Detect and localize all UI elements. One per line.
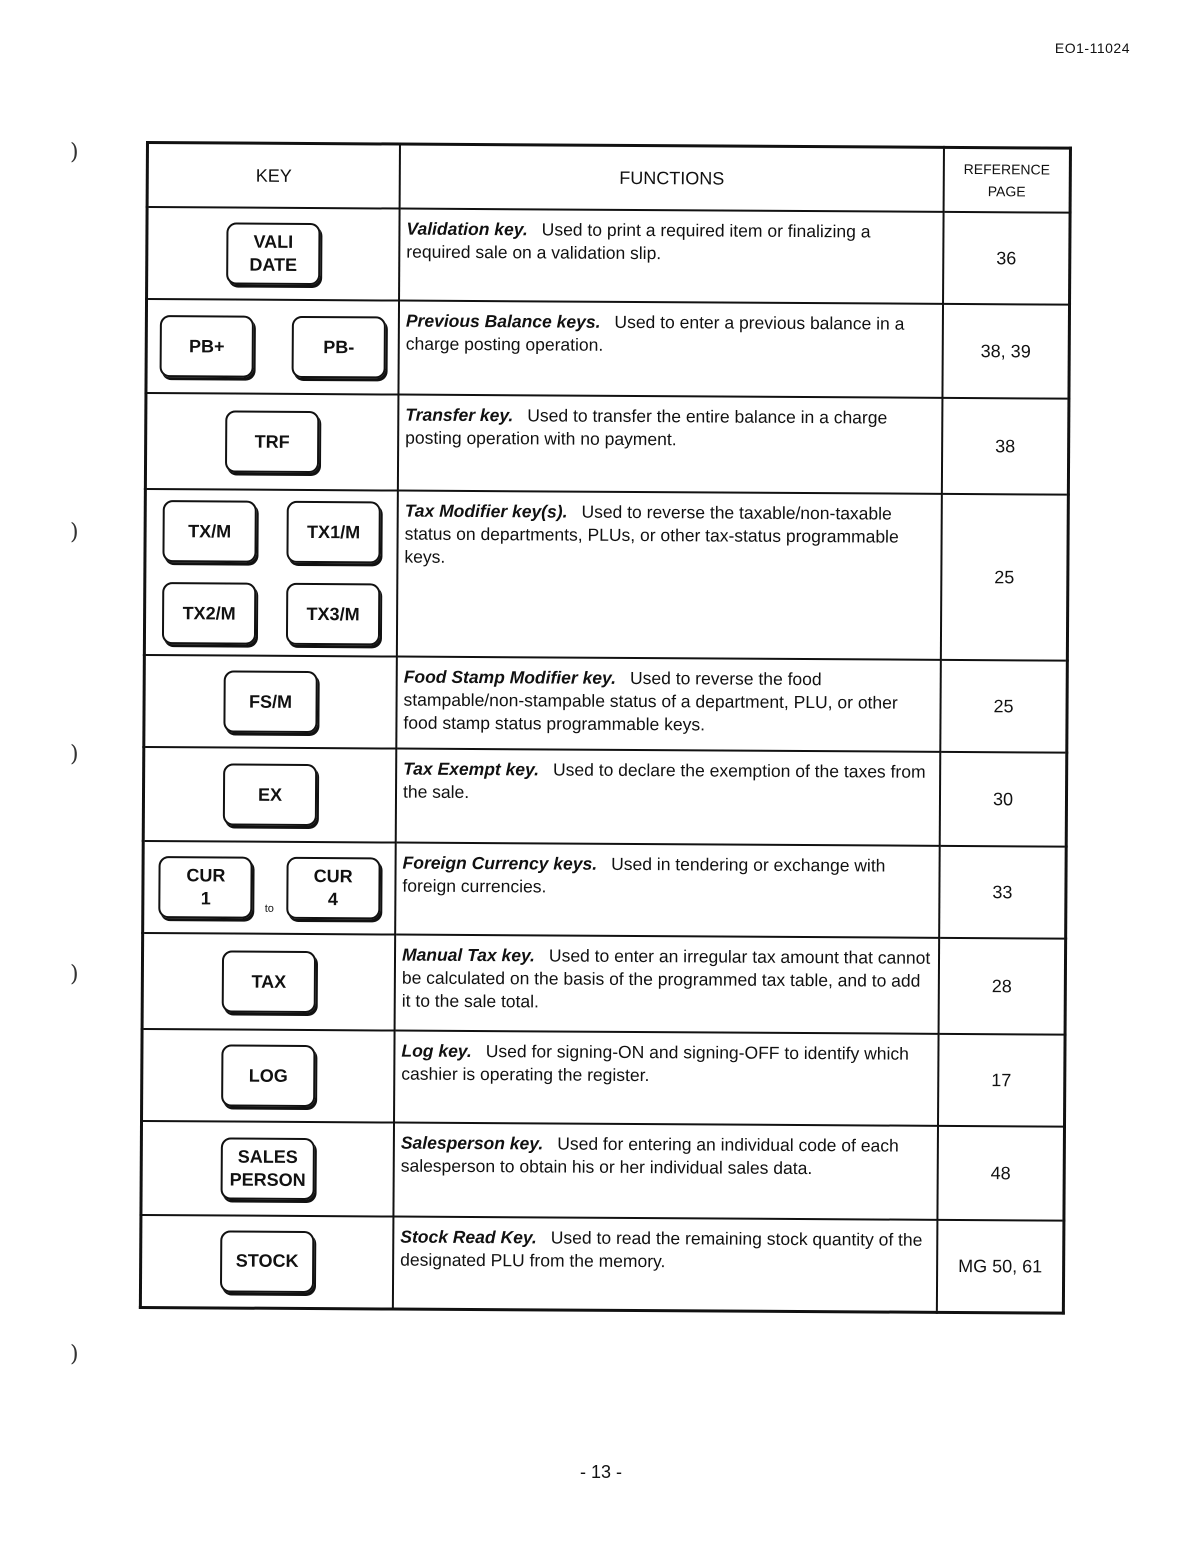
table-row bbox=[142, 1029, 1066, 1127]
key-cell bbox=[141, 1121, 394, 1217]
table-row bbox=[143, 841, 1067, 939]
function-cell bbox=[399, 209, 944, 304]
reference-page: MG 50, 61 bbox=[958, 1255, 1043, 1277]
function-description: Used to enter an irregular tax amount that cannot be calculated on the basis of the programmed tax table, and to add it to the sale total. bbox=[401, 945, 931, 1012]
key-cell bbox=[144, 655, 397, 749]
key-cell bbox=[143, 747, 396, 843]
keycap bbox=[286, 501, 380, 564]
function-cell bbox=[397, 491, 942, 660]
keycap-label: 1 bbox=[200, 888, 211, 909]
keycap bbox=[286, 583, 380, 646]
table-row bbox=[146, 299, 1070, 399]
key-cell bbox=[143, 841, 396, 935]
reference-page: 38, 39 bbox=[980, 341, 1031, 362]
function-name: Foreign Currency keys. bbox=[402, 852, 598, 874]
function-cell bbox=[396, 749, 941, 846]
function-description: Used to print a required item or finalizing a required sale on a validation slip. bbox=[406, 219, 871, 264]
keycap bbox=[160, 315, 254, 378]
reference-page-cell bbox=[942, 398, 1069, 495]
keycap-label: PB+ bbox=[188, 335, 225, 356]
header-key: KEY bbox=[147, 143, 400, 209]
function-description: Used to reverse the food stampable/non-stampable status of a department, PLU, or other food stamp status programmable keys. bbox=[403, 667, 898, 735]
function-name: Salesperson key. bbox=[400, 1132, 544, 1154]
keycap bbox=[220, 1230, 314, 1293]
header-reference-page: REFERENCE PAGE bbox=[944, 147, 1071, 212]
function-description: Used to enter a previous balance in a charge posting operation. bbox=[405, 311, 905, 355]
function-cell bbox=[396, 657, 941, 752]
margin-mark: ) bbox=[70, 742, 79, 767]
function-description: Used for entering an individual code of each salesperson to obtain his or her individual sales data. bbox=[400, 1133, 899, 1179]
margin-mark: ) bbox=[70, 140, 79, 165]
keycap-label: STOCK bbox=[235, 1250, 299, 1272]
key-cell bbox=[140, 1215, 393, 1309]
reference-page-cell bbox=[939, 846, 1066, 939]
keycap bbox=[162, 500, 256, 563]
range-to-label: to bbox=[264, 902, 274, 915]
keycap bbox=[221, 1137, 315, 1200]
keycap-label: CUR bbox=[313, 866, 353, 887]
keycap bbox=[222, 950, 316, 1013]
function-description: Used for signing-ON and signing-OFF to identify which cashier is operating the register. bbox=[401, 1041, 909, 1086]
keycap bbox=[225, 410, 319, 473]
function-name: Tax Exempt key. bbox=[403, 758, 540, 780]
reference-page: 28 bbox=[991, 976, 1012, 997]
table-row bbox=[144, 655, 1068, 753]
key-cell bbox=[144, 489, 398, 657]
reference-page: 17 bbox=[991, 1070, 1012, 1091]
reference-page-cell bbox=[938, 1034, 1065, 1127]
table-row bbox=[147, 207, 1071, 305]
key-cell bbox=[146, 299, 399, 395]
keycap-label: TX3/M bbox=[306, 603, 360, 624]
table-row bbox=[144, 489, 1068, 661]
table-row bbox=[145, 393, 1069, 495]
function-name: Food Stamp Modifier key. bbox=[403, 666, 617, 688]
keycap-label: FS/M bbox=[249, 691, 293, 712]
table-row bbox=[141, 1121, 1065, 1221]
keycap-label: DATE bbox=[249, 254, 298, 275]
reference-page-cell bbox=[940, 660, 1067, 753]
keycap-label: EX bbox=[257, 784, 283, 805]
function-name: Manual Tax key. bbox=[401, 944, 536, 966]
keycap bbox=[221, 1044, 315, 1107]
keycap-label: PB- bbox=[323, 336, 355, 357]
keycap bbox=[292, 316, 386, 379]
function-cell bbox=[395, 935, 940, 1034]
reference-page: 25 bbox=[993, 696, 1014, 717]
function-description: Used to reverse the taxable/non-taxable status on departments, PLUs, or other tax-status programmable keys. bbox=[404, 501, 899, 567]
function-description: Used to transfer the entire balance in a charge posting operation with no payment. bbox=[405, 405, 888, 450]
function-cell bbox=[398, 301, 943, 398]
key-cell bbox=[142, 1029, 395, 1123]
function-cell bbox=[394, 1031, 939, 1126]
reference-page: 38 bbox=[995, 436, 1016, 457]
keycap-label: CUR bbox=[186, 865, 226, 886]
reference-page: 30 bbox=[992, 789, 1014, 810]
function-description: Used in tendering or exchange with foreign currencies. bbox=[402, 853, 886, 897]
function-name: Validation key. bbox=[406, 218, 528, 240]
margin-mark: ) bbox=[70, 1342, 79, 1367]
reference-page-cell bbox=[937, 1220, 1064, 1313]
page-number: - 13 - bbox=[579, 1462, 622, 1482]
function-cell bbox=[398, 395, 943, 494]
function-name: Stock Read Key. bbox=[400, 1226, 537, 1248]
keycap-label: TAX bbox=[251, 971, 287, 992]
reference-page-cell bbox=[940, 752, 1067, 847]
function-description: Used to declare the exemption of the taxes from the sale. bbox=[402, 759, 926, 802]
keycap bbox=[226, 222, 320, 285]
keycap-label: LOG bbox=[248, 1065, 288, 1086]
keycap-label: TX2/M bbox=[182, 602, 236, 624]
function-description: Used to read the remaining stock quantity of the designated PLU from the memory. bbox=[400, 1227, 923, 1272]
key-cell bbox=[142, 933, 395, 1031]
reference-page: 33 bbox=[992, 882, 1013, 903]
function-name: Transfer key. bbox=[405, 404, 514, 426]
keycap bbox=[223, 763, 317, 826]
function-cell bbox=[393, 1217, 938, 1312]
header-functions: FUNCTIONS bbox=[400, 144, 944, 212]
keycap-label: SALES bbox=[237, 1146, 298, 1167]
reference-page: 36 bbox=[996, 248, 1017, 269]
function-cell bbox=[393, 1123, 938, 1220]
table-header-row bbox=[147, 143, 1070, 213]
key-function-table bbox=[139, 141, 1072, 1314]
margin-mark: ) bbox=[70, 520, 79, 545]
keycap bbox=[162, 582, 256, 645]
reference-page-cell bbox=[939, 938, 1066, 1035]
reference-page: 25 bbox=[994, 567, 1015, 588]
function-name: Log key. bbox=[401, 1040, 472, 1062]
key-cell bbox=[147, 207, 400, 301]
keycap bbox=[159, 856, 253, 919]
keycap-label: TRF bbox=[254, 431, 290, 452]
table-row bbox=[142, 933, 1066, 1035]
keycap-label: PERSON bbox=[229, 1169, 306, 1190]
keycap-label: TX/M bbox=[188, 520, 232, 542]
table-row bbox=[143, 747, 1067, 847]
reference-page: 48 bbox=[990, 1163, 1011, 1184]
keycap-label: 4 bbox=[327, 889, 339, 910]
reference-page-cell bbox=[943, 212, 1070, 305]
function-name: Previous Balance keys. bbox=[405, 310, 601, 332]
document-id: EO1-11024 bbox=[1054, 40, 1130, 56]
keycap bbox=[286, 857, 380, 920]
function-cell bbox=[395, 843, 940, 938]
reference-page-cell bbox=[937, 1126, 1064, 1221]
key-cell bbox=[145, 393, 398, 491]
keycap-label: VALI bbox=[253, 231, 294, 252]
keycap-label: TX1/M bbox=[307, 521, 361, 542]
reference-page-cell bbox=[941, 494, 1069, 661]
table-row bbox=[140, 1215, 1064, 1313]
reference-page-cell bbox=[942, 304, 1069, 399]
keycap bbox=[223, 670, 317, 733]
function-name: Tax Modifier key(s). bbox=[404, 500, 568, 522]
margin-mark: ) bbox=[70, 962, 79, 987]
